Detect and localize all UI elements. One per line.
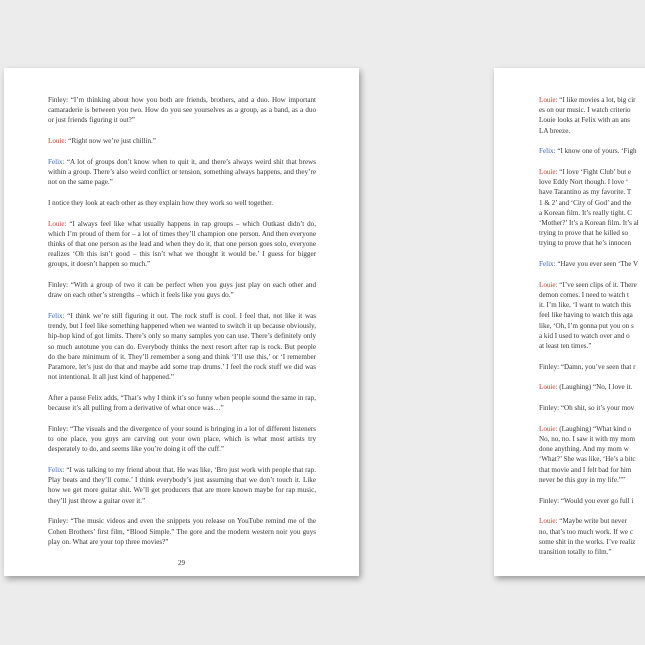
paragraph: Felix: “I think we’re still figuring it out. The rock stuff is cool. I feel that, not like it was trendy, but I feel like something happened when we wanted to switch it up because obviously, hip-hop kind of got limits. There’s only so many samples you can use. There’s definitely only so much autotune you can do. Everybody thinks the next resort after rap is rock. But people do the bare minimum of it. They’ll remember a song and think ‘I’ll use this,’ or ‘I remember Paramore, let’s just do that and maybe add some trap drums.’ I feel the rock stuff we did was not intentional. It all just kind of happened.” xyxy=(48,312,316,382)
paragraph xyxy=(539,95,645,136)
text-line: it. I’m like, ‘I want to watch this xyxy=(539,301,632,310)
text-line: trying to prove that he killed so xyxy=(539,229,629,238)
text-line: that movie and I felt bad for him xyxy=(539,465,632,474)
speaker-label: Felix: xyxy=(539,260,556,269)
text-line: done anything. And my mom w xyxy=(539,445,629,454)
text-line: “I know one of yours. ‘Figh xyxy=(555,147,637,156)
paragraph xyxy=(539,362,645,372)
text-line: love Eddy Nort though. I love ‘ xyxy=(539,178,629,187)
right-page-text xyxy=(539,95,645,568)
speaker-label: Louie: xyxy=(539,168,558,177)
paragraph xyxy=(539,403,645,413)
text-line: 1 & 2’ and ‘City of God’ and the xyxy=(539,198,632,207)
text-line: Finley: “Damn, you’ve seen that r xyxy=(539,362,636,371)
speaker-label: Louie: xyxy=(539,383,558,392)
text-line: “Have you ever seen ‘The V xyxy=(555,260,639,269)
paragraph xyxy=(539,280,645,351)
text-line: no, that’s too much work. If we c xyxy=(539,527,633,536)
text-line: transition totally to film.” xyxy=(539,547,612,556)
text-line: “I’ve seen clips of it. There xyxy=(557,280,637,289)
text-line: (Laughing) “What kind o xyxy=(557,424,632,433)
speaker-label: Felix: xyxy=(48,312,65,321)
paragraph xyxy=(539,382,645,392)
text-line: LA breeze. xyxy=(539,126,571,135)
text-line: at least ten times.” xyxy=(539,342,592,351)
text-line: No, no, no. I saw it with my mom xyxy=(539,435,635,444)
text-line: Finley: “Oh shit, so it’s your mov xyxy=(539,404,635,413)
paragraph: I notice they look at each other as they explain how they work so well together. xyxy=(48,198,273,207)
paragraph: Finley: “The visuals and the divergence of your sound is bringing in a lot of different listeners to one place, you guys are carving out your own place, which is what most artists try desperately to do, and seems like you’re doing it off the cuff.” xyxy=(48,424,316,454)
text-line: Finley: “Would you ever go full i xyxy=(539,496,634,505)
text-line: a Korean film. It’s really tight. C xyxy=(539,208,632,217)
paragraph xyxy=(539,424,645,485)
left-page-text xyxy=(48,95,316,557)
right-page xyxy=(494,68,645,576)
speaker-label: Louie: xyxy=(539,280,558,289)
paragraph: After a pause Felix adds, “That’s why I think it’s so funny when people sound the same in rap, because it’s all pulling from a derivative of what once was…” xyxy=(48,393,316,413)
speaker-label: Louie: xyxy=(539,96,558,104)
text-line: es on our music. I watch criterio xyxy=(539,106,631,115)
paragraph xyxy=(539,259,645,269)
speaker-label: Louie: xyxy=(48,219,67,228)
text-line: demon comes. I need to watch t xyxy=(539,291,630,300)
text-line: Louie looks at Felix with an ans xyxy=(539,116,631,125)
paragraph xyxy=(539,146,645,156)
paragraph xyxy=(539,496,645,506)
text-line: (Laughing) “No, I love it. xyxy=(557,383,633,392)
page-number: 29 xyxy=(177,559,186,567)
left-page xyxy=(4,68,359,576)
speaker-label: Louie: xyxy=(539,517,558,526)
speaker-label: Louie: xyxy=(539,424,558,433)
text-line: “I like movies a lot, big cir xyxy=(557,96,636,104)
paragraph: Louie: “Right now we’re just chillin.” xyxy=(48,137,156,146)
paragraph xyxy=(539,167,645,249)
paragraph: Felix: “I was talking to my friend about that. He was like, ‘Bro just work with people that rap. Play beats and they’ll come.’ I think everybody’s just assuming that we don’t touch it. Like how we get more guitar shit. We’ll get producers that are more known maybe for rap music, they’ll just throw a guitar over it.” xyxy=(48,465,316,505)
text-line: “I love ‘Fight Club’ but e xyxy=(557,168,632,177)
paragraph: Finley: “The music videos and even the snippets you release on YouTube remind me of the Cohen Brothers’ first film, “Blood Simple.” The gore and the modern western noir you guys play on. What are your top three movies?” xyxy=(48,517,316,546)
text-line: “Maybe write but never xyxy=(557,517,627,526)
text-line: a kid I used to watch over and o xyxy=(539,331,630,340)
paragraph: Finley: “With a group of two it can be perfect when you guys just play on each other and draw on each other’s strengths – which it feels like you guys do.” xyxy=(48,281,316,300)
text-line: ‘Mother?’ It’s a Korean film. It’s al xyxy=(539,219,639,228)
text-line: never be this guy in my life.”” xyxy=(539,475,626,484)
speaker-label: Felix: xyxy=(48,465,65,474)
paragraph xyxy=(539,516,645,557)
text-line: trying to prove that he’s innocen xyxy=(539,239,632,248)
paragraph: Louie: “I always feel like what usually happens in rap groups – which Outkast didn’t do, which I’m proud of them for – a lot of times they’ll champion one person. And then everyone thinks of that one person as the lead and when they do it, that one person goes solo, everyone realizes ‘Oh this isn’t good – this isn’t what we thought it would be.’ I guess for bigger groups, it doesn’t happen so much.” xyxy=(48,219,316,269)
text-line: ‘What?’ She was like, ‘He’s a bitc xyxy=(539,455,636,464)
paragraph: Finley: “I’m thinking about how you both are friends, brothers, and a duo. How important camaraderie is between you two. How do you see yourselves as a group, as a band, as a duo or just friends figuring it out?” xyxy=(48,96,316,125)
speaker-label: Louie: xyxy=(48,137,67,146)
text-line: have Tarantino as my favorite. T xyxy=(539,188,632,197)
text-line: some shit in the works. I’ve realiz xyxy=(539,537,636,546)
speaker-label: Felix: xyxy=(48,157,65,166)
speaker-label: Felix: xyxy=(539,147,556,156)
text-line: like, ‘Oh, I’m gonna put you on s xyxy=(539,321,634,330)
paragraph: Felix: “A lot of groups don’t know when to quit it, and there’s always weird shit that brews within a group. There’s also weird conflict or tension, something always happens, and they’re not on the same page.” xyxy=(48,157,316,187)
text-line: feel like having to watch this aga xyxy=(539,311,633,320)
